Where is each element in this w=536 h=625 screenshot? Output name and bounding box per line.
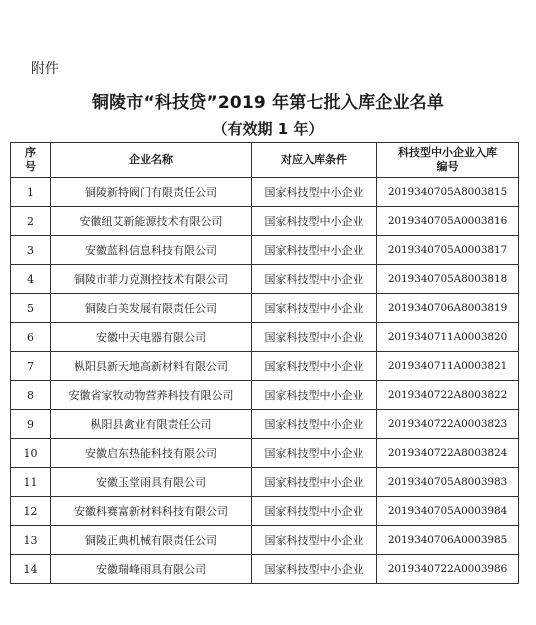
- cell-name: 安徽瑞峰雨具有限公司: [51, 555, 252, 584]
- cell-code: 2019340706A8003819: [377, 294, 519, 323]
- header-code: [377, 143, 519, 178]
- cell-condition: 国家科技型中小企业: [252, 207, 377, 236]
- cell-code: 2019340706A0003985: [377, 526, 519, 555]
- cell-name: 安徽纽艾新能源技术有限公司: [51, 207, 252, 236]
- table-row: [11, 265, 519, 294]
- cell-condition: 国家科技型中小企业: [252, 352, 377, 381]
- cell-no: 12: [11, 497, 51, 526]
- header-no-line2: 号: [25, 160, 36, 173]
- cell-name: 安徽玉堂雨具有限公司: [51, 468, 252, 497]
- cell-condition: 国家科技型中小企业: [252, 294, 377, 323]
- cell-condition: 国家科技型中小企业: [252, 323, 377, 352]
- cell-name: 安徽中天电器有限公司: [51, 323, 252, 352]
- cell-condition: 国家科技型中小企业: [252, 178, 377, 207]
- cell-name: 铜陵新特阀门有限责任公司: [51, 178, 252, 207]
- header-name: 企业名称: [51, 143, 252, 178]
- table-row: [11, 381, 519, 410]
- cell-no: 14: [11, 555, 51, 584]
- document-subtitle: （有效期 1 年）: [212, 120, 324, 138]
- cell-code: 2019340722A0003986: [377, 555, 519, 584]
- table-row: [11, 410, 519, 439]
- cell-code: 2019340705A8003818: [377, 265, 519, 294]
- cell-condition: 国家科技型中小企业: [252, 265, 377, 294]
- cell-name: 安徽省家牧动物营养科技有限公司: [51, 381, 252, 410]
- cell-name: 枞阳县禽业有限责任公司: [51, 410, 252, 439]
- table-row: [11, 526, 519, 555]
- table-row: [11, 468, 519, 497]
- cell-name: 铜陵市菲力克测控技术有限公司: [51, 265, 252, 294]
- cell-code: 2019340711A0003820: [377, 323, 519, 352]
- table-row: [11, 236, 519, 265]
- cell-name: 安徽蓝科信息科技有限公司: [51, 236, 252, 265]
- cell-name: 铜陵白美发展有限责任公司: [51, 294, 252, 323]
- table-row: [11, 439, 519, 468]
- cell-no: 2: [11, 207, 51, 236]
- cell-condition: 国家科技型中小企业: [252, 381, 377, 410]
- table-row: [11, 294, 519, 323]
- cell-no: 6: [11, 323, 51, 352]
- cell-name: 铜陵正典机械有限责任公司: [51, 526, 252, 555]
- cell-code: 2019340722A8003824: [377, 439, 519, 468]
- enterprise-table: [10, 142, 519, 584]
- header-code-line1: 科技型中小企业入库: [398, 146, 497, 159]
- table-header-row: [11, 143, 519, 178]
- attachment-label: 附件: [31, 61, 59, 77]
- cell-no: 7: [11, 352, 51, 381]
- table-row: [11, 207, 519, 236]
- table-row: [11, 323, 519, 352]
- cell-no: 8: [11, 381, 51, 410]
- document-title: 铜陵市“科技贷”2019 年第七批入库企业名单: [91, 93, 445, 113]
- cell-code: 2019340711A0003821: [377, 352, 519, 381]
- cell-condition: 国家科技型中小企业: [252, 410, 377, 439]
- cell-code: 2019340705A8003815: [377, 178, 519, 207]
- cell-no: 10: [11, 439, 51, 468]
- cell-no: 1: [11, 178, 51, 207]
- header-condition: 对应入库条件: [252, 143, 377, 178]
- cell-no: 5: [11, 294, 51, 323]
- cell-condition: 国家科技型中小企业: [252, 497, 377, 526]
- cell-name: 安徽科赛富新材料科技有限公司: [51, 497, 252, 526]
- cell-name: 枞阳县新天地高新材料有限公司: [51, 352, 252, 381]
- cell-code: 2019340705A0003817: [377, 236, 519, 265]
- cell-code: 2019340722A8003822: [377, 381, 519, 410]
- cell-condition: 国家科技型中小企业: [252, 236, 377, 265]
- cell-code: 2019340705A0003984: [377, 497, 519, 526]
- cell-code: 2019340705A0003816: [377, 207, 519, 236]
- cell-no: 11: [11, 468, 51, 497]
- cell-no: 13: [11, 526, 51, 555]
- cell-condition: 国家科技型中小企业: [252, 439, 377, 468]
- table-row: [11, 497, 519, 526]
- table-row: [11, 555, 519, 584]
- header-no-line1: 序: [25, 146, 36, 159]
- cell-code: 2019340722A0003823: [377, 410, 519, 439]
- header-no: [11, 143, 51, 178]
- header-code-line2: 编号: [436, 160, 459, 173]
- cell-condition: 国家科技型中小企业: [252, 526, 377, 555]
- table-row: [11, 352, 519, 381]
- cell-condition: 国家科技型中小企业: [252, 555, 377, 584]
- cell-condition: 国家科技型中小企业: [252, 468, 377, 497]
- cell-no: 4: [11, 265, 51, 294]
- cell-name: 安徽启东热能科技有限公司: [51, 439, 252, 468]
- table-row: [11, 178, 519, 207]
- cell-no: 9: [11, 410, 51, 439]
- cell-no: 3: [11, 236, 51, 265]
- cell-code: 2019340705A8003983: [377, 468, 519, 497]
